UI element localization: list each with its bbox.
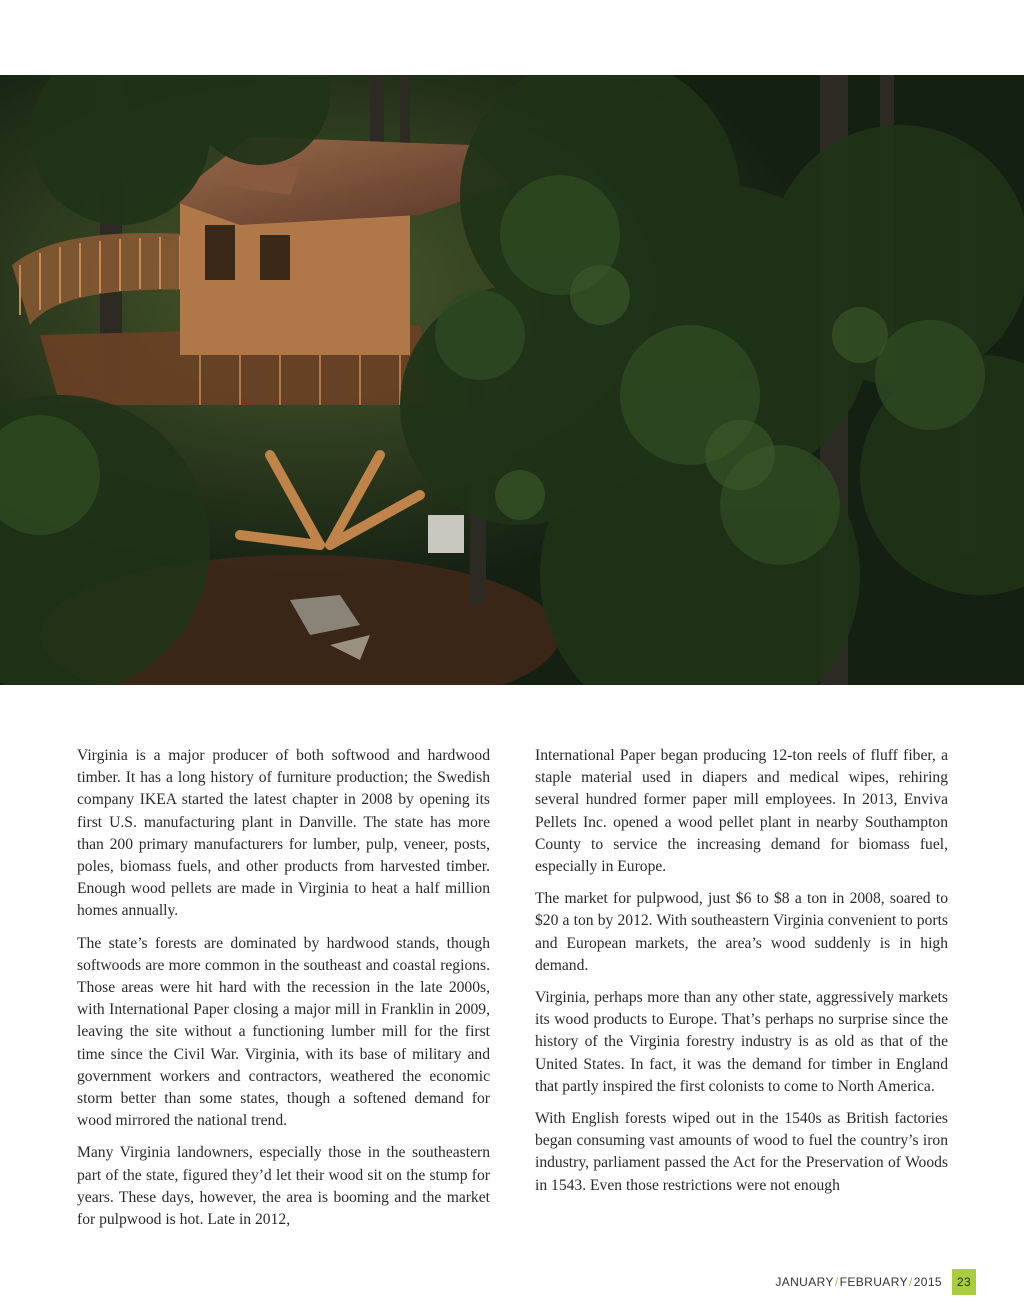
page-number: 23 — [952, 1269, 976, 1295]
paragraph: Virginia is a major producer of both softwood and hardwood timber. It has a long history of furniture production; the Swedish company IKEA started the latest chapter in 2008 by opening its first U.S. manufacturing plant in Danville. The state has more than 200 primary manufacturers for lumber, pulp, veneer, posts, poles, biomass fuels, and other products from harvested timber. Enough wood pellets are made in Virginia to heat a half million homes annually. — [77, 747, 490, 920]
issue-separator: / — [834, 1275, 839, 1289]
issue-month-2: FEBRUARY — [839, 1275, 908, 1289]
article-column-left — [77, 745, 490, 1241]
paragraph: The market for pulpwood, just $6 to $8 a ton in 2008, soared to $20 a ton by 2012. With southeastern Virginia convenient to ports and European markets, the area’s wood suddenly is in high demand. — [535, 890, 948, 974]
paragraph: Many Virginia landowners, especially those in the southeastern part of the state, figured they’d let their wood sit on the stump for years. These days, however, the area is booming and the market for pulpwood is hot. Late in 2012, — [77, 1144, 490, 1229]
treehouse-photo — [0, 75, 1024, 685]
paragraph: The state’s forests are dominated by hardwood stands, though softwoods are more common in the southeast and coastal regions. Those areas were hit hard with the recession in the late 2000s, with International Paper closing a major mill in Franklin in 2009, leaving the site without a functioning lumber mill for the first time since the Civil War. Virginia, with its base of military and government workers and contractors, weathered the economic storm better than some states, though a softened demand for wood mirrored the national trend. — [77, 934, 490, 1130]
page-footer — [775, 1271, 976, 1293]
treehouse-illustration — [0, 75, 1024, 685]
article-column-right — [535, 745, 948, 1207]
paragraph: With English forests wiped out in the 1540s as British factories began consuming vast amounts of wood to fuel the country’s iron industry, parliament passed the Act for the Preservation of Woods in 1543. Even those restrictions were not enough — [535, 1110, 948, 1194]
issue-month-1: JANUARY — [775, 1275, 834, 1289]
paragraph: International Paper began producing 12-ton reels of fluff fiber, a staple material used in diapers and medical wipes, rehiring several hundred former paper mill employees. In 2013, Enviva Pellets Inc. opened a wood pellet plant in nearby Southampton County to service the increasing demand for biomass fuel, especially in Europe. — [535, 747, 948, 876]
issue-separator: / — [908, 1275, 913, 1289]
issue-year: 2015 — [913, 1275, 942, 1289]
paragraph: Virginia, perhaps more than any other state, aggressively markets its wood products to Europe. That’s perhaps no surprise since the history of the Virginia forestry industry is as old as that of the United States. In fact, it was the demand for timber in England that partly inspired the first colonists to come to North America. — [535, 989, 948, 1095]
